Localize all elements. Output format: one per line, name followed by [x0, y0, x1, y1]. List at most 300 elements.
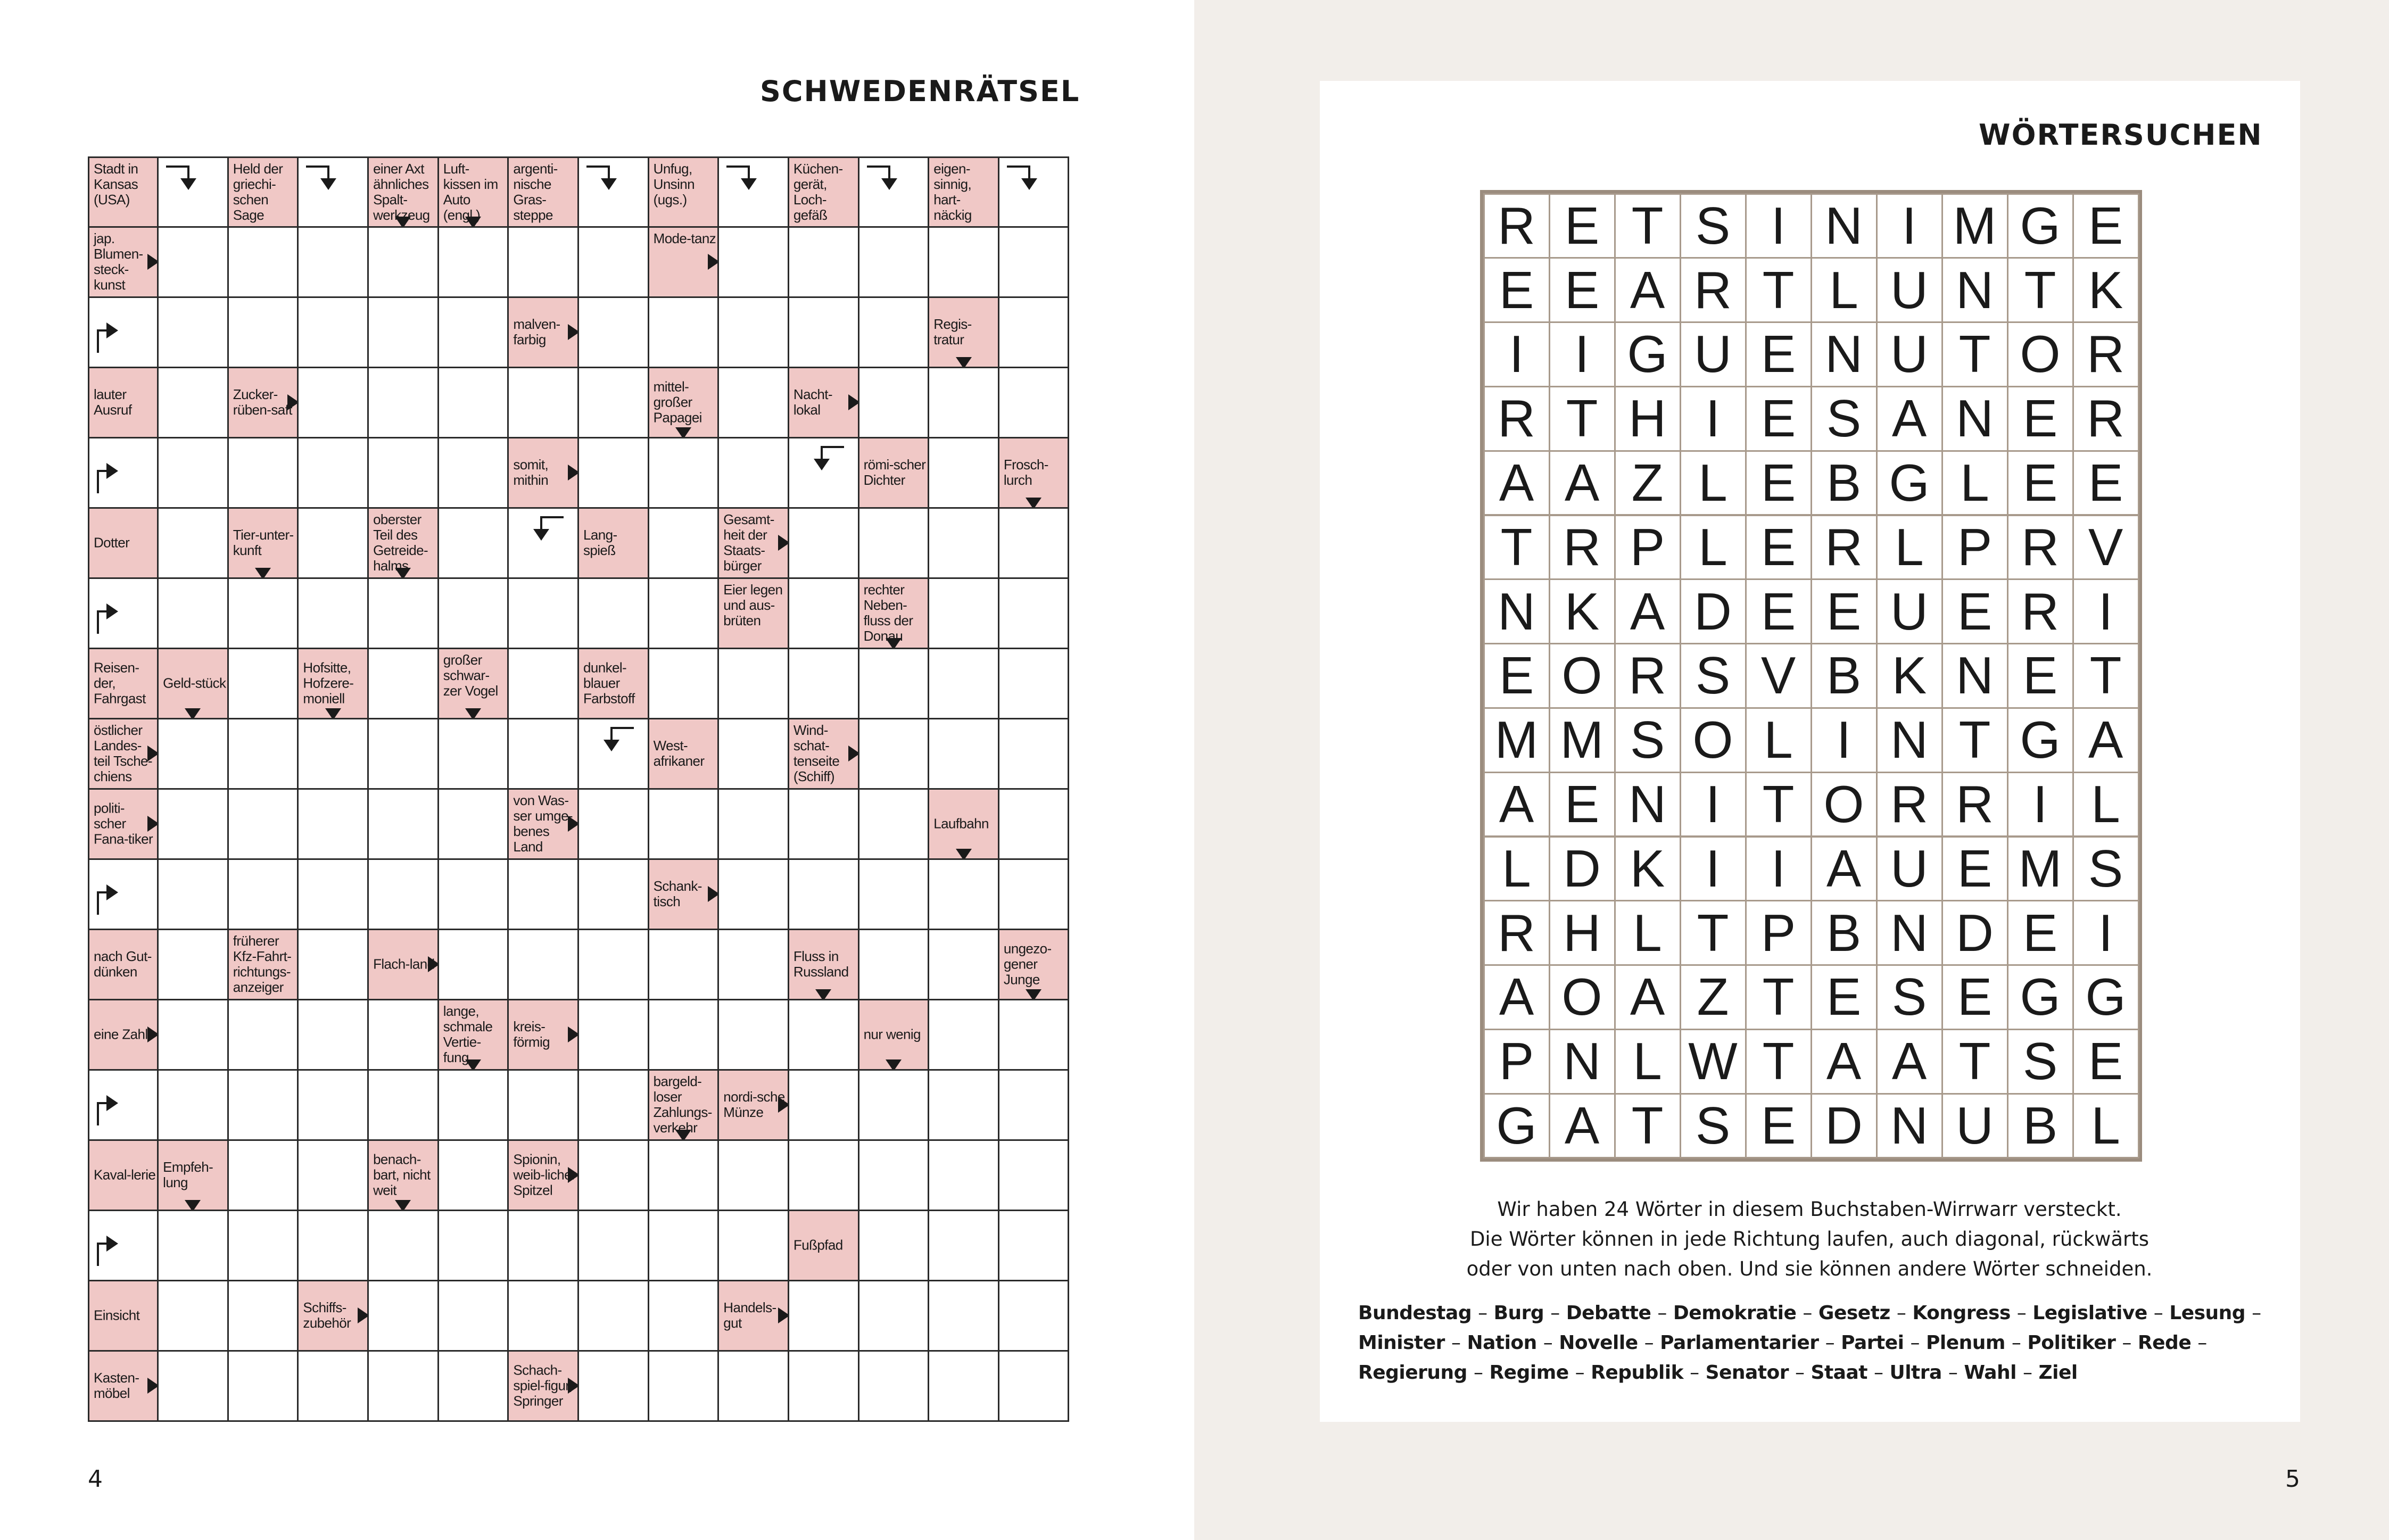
word-item: Partei	[1841, 1332, 1904, 1354]
clue-cell	[788, 156, 859, 228]
wordsearch-cell: R	[1483, 193, 1550, 259]
wordsearch-cell: M	[1941, 193, 2008, 259]
answer-cell	[227, 437, 299, 509]
answer-cell	[227, 858, 299, 930]
answer-cell	[928, 718, 999, 790]
answer-cell	[788, 577, 859, 649]
answer-cell	[157, 507, 229, 579]
answer-cell	[157, 718, 229, 790]
clue-text: Empfeh-lung	[163, 1159, 213, 1190]
answer-cell	[717, 999, 789, 1071]
clue-text: Stadt in Kansas (USA)	[94, 161, 138, 208]
answer-cell	[437, 929, 509, 1000]
clue-cell	[648, 226, 720, 298]
answer-cell	[717, 648, 789, 719]
answer-cell	[648, 296, 720, 368]
clue-text: Lang-spieß	[583, 527, 617, 558]
clue-cell	[227, 156, 299, 228]
wordsearch-cell: E	[2007, 643, 2074, 709]
answer-cell	[577, 1280, 649, 1352]
wordsearch-cell: T	[1745, 772, 1812, 838]
separator-dash: –	[2023, 1362, 2032, 1384]
answer-cell	[297, 1350, 369, 1422]
wordsearch-cell: L	[1614, 900, 1681, 966]
clue-text: nur wenig	[863, 1026, 921, 1042]
answer-cell	[648, 999, 720, 1071]
answer-cell	[507, 1210, 579, 1281]
answer-cell	[297, 788, 369, 860]
answer-cell	[998, 648, 1070, 719]
answer-cell	[157, 929, 229, 1000]
clue-cell	[297, 648, 369, 719]
answer-cell	[858, 1210, 930, 1281]
answer-cell	[648, 929, 720, 1000]
wordsearch-cell: N	[1614, 772, 1681, 838]
wordsearch-cell: P	[1483, 1029, 1550, 1095]
answer-cell	[367, 1069, 439, 1141]
answer-cell	[858, 296, 930, 368]
answer-cell	[437, 577, 509, 649]
answer-cell	[367, 367, 439, 438]
clue-cell	[88, 226, 159, 298]
answer-cell	[717, 858, 789, 930]
wordsearch-cell: R	[2007, 578, 2074, 644]
answer-cell	[788, 648, 859, 719]
separator-dash: –	[1910, 1332, 1920, 1354]
schwedenraetsel-title: SCHWEDENRÄTSEL	[760, 74, 1080, 108]
clue-text: Hofsitte, Hofzere-moniell	[303, 659, 354, 707]
answer-cell	[437, 1210, 509, 1281]
wordsearch-cell: S	[1680, 193, 1747, 259]
clue-text: römi-scher Dichter	[863, 457, 926, 488]
word-item: Politiker	[2027, 1332, 2116, 1354]
answer-cell	[367, 437, 439, 509]
answer-cell	[928, 507, 999, 579]
answer-cell	[367, 226, 439, 298]
clue-cell	[717, 507, 789, 579]
clue-text: dunkel-blauer Farbstoff	[583, 659, 635, 707]
wordsearch-grid	[1480, 190, 2142, 1162]
separator-dash: –	[1550, 1302, 1560, 1324]
right-page-number: 5	[2285, 1466, 2300, 1493]
wordsearch-cell: L	[1811, 257, 1878, 323]
clue-text: Geld-stück	[163, 675, 226, 691]
answer-cell	[157, 1210, 229, 1281]
wordsearch-cell: E	[1549, 193, 1616, 259]
answer-cell	[648, 788, 720, 860]
clue-cell	[297, 1280, 369, 1352]
separator-dash: –	[2016, 1302, 2027, 1324]
answer-cell	[227, 1139, 299, 1211]
answer-cell	[367, 1210, 439, 1281]
clue-text: Eier legen und aus-brüten	[723, 581, 783, 628]
bent-arrow-icon	[540, 516, 564, 530]
word-item: Minister	[1358, 1332, 1445, 1354]
clue-text: nordi-sche Münze	[723, 1089, 785, 1120]
wordsearch-cell: T	[1745, 1029, 1812, 1095]
answer-cell	[367, 577, 439, 649]
clue-cell	[367, 1139, 439, 1211]
wordsearch-cell: S	[2072, 836, 2139, 902]
wordsearch-cell: S	[1680, 643, 1747, 709]
answer-cell	[648, 507, 720, 579]
answer-cell	[157, 156, 229, 228]
answer-cell	[157, 296, 229, 368]
answer-cell	[227, 1069, 299, 1141]
answer-cell	[157, 1350, 229, 1422]
answer-cell	[998, 1069, 1070, 1141]
answer-cell	[507, 648, 579, 719]
wordsearch-cell: E	[1745, 578, 1812, 644]
separator-dash: –	[1825, 1332, 1835, 1354]
clue-text: Kasten-möbel	[94, 1370, 139, 1401]
clue-text: Held der griechi-schen Sage	[233, 161, 283, 223]
wordsearch-cell: G	[2072, 964, 2139, 1030]
clue-cell	[88, 1139, 159, 1211]
answer-cell	[998, 1350, 1070, 1422]
clue-text: benach-bart, nicht weit	[373, 1151, 431, 1198]
answer-cell	[437, 1069, 509, 1141]
answer-cell	[88, 1069, 159, 1141]
word-item: Ziel	[2038, 1362, 2078, 1384]
left-page	[0, 0, 1194, 1540]
clue-text: großer schwar-zer Vogel	[443, 651, 498, 699]
answer-cell	[88, 858, 159, 930]
answer-cell	[998, 577, 1070, 649]
wordsearch-cell: Z	[1614, 450, 1681, 516]
wordsearch-cell: P	[1745, 900, 1812, 966]
wordsearch-cell: M	[1483, 707, 1550, 773]
wordsearch-cell: M	[1549, 707, 1616, 773]
wordsearch-cell: E	[1745, 386, 1812, 452]
clue-text: eine Zahl	[94, 1026, 148, 1042]
answer-cell	[858, 507, 930, 579]
wordsearch-cell: T	[1941, 707, 2008, 773]
answer-cell	[227, 226, 299, 298]
answer-cell	[577, 1139, 649, 1211]
answer-cell	[648, 1350, 720, 1422]
answer-cell	[507, 507, 579, 579]
word-list-line	[1358, 1328, 2274, 1358]
wordsearch-cell: G	[2007, 193, 2074, 259]
answer-cell	[928, 999, 999, 1071]
clue-cell	[788, 929, 859, 1000]
wordsearch-cell: B	[1811, 450, 1878, 516]
clue-cell	[367, 507, 439, 579]
wordsearch-cell: E	[2007, 450, 2074, 516]
answer-cell	[367, 648, 439, 719]
clue-cell	[928, 788, 999, 860]
clue-cell	[858, 577, 930, 649]
answer-cell	[297, 718, 369, 790]
wordsearch-cell: K	[1614, 836, 1681, 902]
bent-arrow-icon	[97, 470, 111, 493]
separator-dash: –	[1873, 1362, 1883, 1384]
clue-cell	[648, 1069, 720, 1141]
wordsearch-title: WÖRTERSUCHEN	[1979, 118, 2263, 152]
word-item: Rede	[2137, 1332, 2192, 1354]
wordsearch-cell: R	[1483, 900, 1550, 966]
answer-cell	[648, 1210, 720, 1281]
clue-text: Nacht-lokal	[793, 386, 832, 418]
wordsearch-cell: R	[1483, 386, 1550, 452]
clue-text: Handels-gut	[723, 1299, 776, 1331]
answer-cell	[437, 1139, 509, 1211]
answer-cell	[858, 648, 930, 719]
answer-cell	[648, 577, 720, 649]
bent-arrow-icon	[821, 446, 844, 460]
answer-cell	[437, 858, 509, 930]
wordsearch-cell: D	[1680, 578, 1747, 644]
answer-cell	[577, 718, 649, 790]
answer-cell	[577, 929, 649, 1000]
answer-cell	[577, 226, 649, 298]
wordsearch-cell: A	[1811, 836, 1878, 902]
clue-text: Fluss in Russland	[793, 948, 849, 980]
word-item: Regime	[1489, 1362, 1569, 1384]
answer-cell	[577, 367, 649, 438]
answer-cell	[788, 788, 859, 860]
answer-cell	[157, 999, 229, 1071]
word-item: Demokratie	[1673, 1302, 1797, 1324]
wordsearch-cell: I	[1680, 386, 1747, 452]
answer-cell	[367, 858, 439, 930]
word-item: Staat	[1811, 1362, 1867, 1384]
answer-cell	[928, 1139, 999, 1211]
clue-text: Einsicht	[94, 1307, 140, 1323]
clue-cell	[88, 507, 159, 579]
wordsearch-cell: O	[2007, 321, 2074, 387]
wordsearch-cell: U	[1876, 578, 1943, 644]
wordsearch-cell: R	[1941, 772, 2008, 838]
answer-cell	[717, 718, 789, 790]
wordsearch-cell: E	[1745, 450, 1812, 516]
bent-arrow-icon	[97, 891, 111, 915]
wordsearch-cell: E	[1549, 772, 1616, 838]
wordsearch-cell: S	[1876, 964, 1943, 1030]
wordsearch-cell: R	[1680, 257, 1747, 323]
clue-cell	[507, 156, 579, 228]
separator-dash: –	[1478, 1302, 1487, 1324]
word-list-line	[1358, 1298, 2274, 1328]
word-item: Ultra	[1889, 1362, 1942, 1384]
answer-cell	[717, 226, 789, 298]
word-item: Parlamentarier	[1660, 1332, 1819, 1354]
answer-cell	[577, 858, 649, 930]
wordsearch-cell: R	[1876, 772, 1943, 838]
answer-cell	[297, 156, 369, 228]
clue-cell	[88, 367, 159, 438]
bent-arrow-icon	[867, 165, 890, 179]
wordsearch-cell: N	[1941, 386, 2008, 452]
clue-cell	[648, 718, 720, 790]
clue-text: Dotter	[94, 534, 130, 551]
clue-text: Wind-schat-tenseite (Schiff)	[793, 722, 840, 784]
wordsearch-cell: L	[1745, 707, 1812, 773]
answer-cell	[157, 437, 229, 509]
answer-cell	[88, 437, 159, 509]
wordsearch-cell: R	[2072, 386, 2139, 452]
wordsearch-cell: T	[1483, 515, 1550, 581]
answer-cell	[437, 437, 509, 509]
clue-cell	[507, 296, 579, 368]
word-item: Plenum	[1926, 1332, 2005, 1354]
wordsearch-cell: L	[1680, 450, 1747, 516]
wordsearch-cell: E	[1941, 964, 2008, 1030]
wordsearch-cell: N	[1876, 900, 1943, 966]
wordsearch-cell: Z	[1680, 964, 1747, 1030]
wordsearch-cell: I	[1745, 836, 1812, 902]
clue-cell	[88, 999, 159, 1071]
wordsearch-cell: G	[1876, 450, 1943, 516]
clue-cell	[88, 718, 159, 790]
wordsearch-cell: T	[1614, 1093, 1681, 1159]
answer-cell	[437, 367, 509, 438]
bent-arrow-icon	[610, 727, 634, 741]
answer-cell	[577, 1069, 649, 1141]
answer-cell	[227, 1350, 299, 1422]
answer-cell	[507, 226, 579, 298]
clue-text: lange, schmale Vertie-fung	[443, 1003, 493, 1065]
answer-cell	[157, 367, 229, 438]
wordsearch-cell: L	[1483, 836, 1550, 902]
wordsearch-cell: A	[1483, 964, 1550, 1030]
clue-text: jap. Blumen-steck-kunst	[94, 230, 143, 293]
answer-cell	[367, 788, 439, 860]
word-item: Bundestag	[1358, 1302, 1472, 1324]
answer-cell	[227, 1210, 299, 1281]
clue-text: früherer Kfz-Fahrt-richtungs-anzeiger	[233, 932, 292, 995]
wordsearch-cell: N	[1811, 193, 1878, 259]
clue-text: Zucker-rüben-saft	[233, 386, 292, 418]
wordsearch-cell: V	[1745, 643, 1812, 709]
clue-text: oberster Teil des Getreide-halms	[373, 511, 428, 574]
answer-cell	[157, 1069, 229, 1141]
wordsearch-cell: A	[1614, 257, 1681, 323]
answer-cell	[998, 296, 1070, 368]
clue-text: Schach-spiel-figur, Springer	[513, 1362, 573, 1409]
answer-cell	[858, 1069, 930, 1141]
answer-cell	[227, 999, 299, 1071]
answer-cell	[858, 858, 930, 930]
wordsearch-cell: T	[1614, 193, 1681, 259]
wordsearch-cell: T	[1549, 386, 1616, 452]
wordsearch-cell: A	[1811, 1029, 1878, 1095]
wordsearch-cell: L	[1614, 1029, 1681, 1095]
answer-cell	[928, 577, 999, 649]
clue-text: Reisen-der, Fahrgast	[94, 659, 146, 707]
wordsearch-cell: U	[1876, 836, 1943, 902]
clue-cell	[858, 999, 930, 1071]
clue-cell	[227, 929, 299, 1000]
wordsearch-cell: T	[2072, 643, 2139, 709]
wordsearch-cell: S	[2007, 1029, 2074, 1095]
answer-cell	[297, 507, 369, 579]
clue-text: Kaval-lerie	[94, 1166, 156, 1183]
wordsearch-cell: L	[1876, 515, 1943, 581]
answer-cell	[928, 929, 999, 1000]
clue-cell	[88, 788, 159, 860]
answer-cell	[928, 226, 999, 298]
answer-cell	[437, 1280, 509, 1352]
wordsearch-word-list	[1358, 1298, 2274, 1388]
wordsearch-cell: I	[2072, 578, 2139, 644]
wordsearch-cell: E	[1941, 578, 2008, 644]
answer-cell	[507, 718, 579, 790]
clue-text: kreis-förmig	[513, 1019, 550, 1050]
clue-text: Frosch-lurch	[1003, 457, 1048, 488]
answer-cell	[998, 367, 1070, 438]
answer-cell	[367, 296, 439, 368]
answer-cell	[858, 1350, 930, 1422]
wordsearch-cell: P	[1614, 515, 1681, 581]
wordsearch-cell: E	[1745, 321, 1812, 387]
answer-cell	[928, 1210, 999, 1281]
wordsearch-cell: E	[2072, 193, 2139, 259]
answer-cell	[367, 718, 439, 790]
answer-cell	[788, 507, 859, 579]
clue-cell	[717, 1069, 789, 1141]
clue-cell	[788, 1210, 859, 1281]
clue-cell	[858, 437, 930, 509]
clue-text: lauter Ausruf	[94, 386, 132, 418]
bent-arrow-icon	[97, 1102, 111, 1125]
clue-text: Regis-tratur	[933, 316, 972, 347]
wordsearch-cell: L	[1941, 450, 2008, 516]
left-page-number: 4	[88, 1466, 103, 1493]
answer-cell	[157, 858, 229, 930]
answer-cell	[788, 999, 859, 1071]
separator-dash: –	[1948, 1362, 1958, 1384]
answer-cell	[858, 1280, 930, 1352]
answer-cell	[648, 1280, 720, 1352]
clue-text: Tier-unter-kunft	[233, 527, 294, 558]
wordsearch-cell: O	[1811, 772, 1878, 838]
answer-cell	[437, 507, 509, 579]
clue-cell	[717, 577, 789, 649]
bent-arrow-icon	[1007, 165, 1030, 179]
answer-cell	[577, 437, 649, 509]
wordsearch-cell: S	[1614, 707, 1681, 773]
bent-arrow-icon	[97, 1243, 111, 1266]
wordsearch-cell: N	[1876, 707, 1943, 773]
answer-cell	[297, 367, 369, 438]
answer-cell	[858, 1139, 930, 1211]
wordsearch-cell: E	[2007, 386, 2074, 452]
answer-cell	[297, 226, 369, 298]
wordsearch-cell: M	[2007, 836, 2074, 902]
wordsearch-cell: U	[1680, 321, 1747, 387]
clue-cell	[507, 1139, 579, 1211]
clue-text: West-afrikaner	[653, 738, 705, 769]
clue-cell	[788, 367, 859, 438]
answer-cell	[437, 1350, 509, 1422]
answer-cell	[928, 367, 999, 438]
clue-text: Fußpfad	[793, 1237, 843, 1253]
answer-cell	[928, 437, 999, 509]
wordsearch-cell: E	[1483, 643, 1550, 709]
wordsearch-cell: S	[1680, 1093, 1747, 1159]
answer-cell	[717, 1210, 789, 1281]
answer-cell	[157, 1280, 229, 1352]
clue-cell	[157, 1139, 229, 1211]
wordsearch-cell: D	[1811, 1093, 1878, 1159]
answer-cell	[788, 1280, 859, 1352]
clue-cell	[88, 1350, 159, 1422]
clue-text: argenti-nische Gras-steppe	[513, 161, 558, 223]
wordsearch-cell: D	[1941, 900, 2008, 966]
separator-dash: –	[2122, 1332, 2131, 1354]
